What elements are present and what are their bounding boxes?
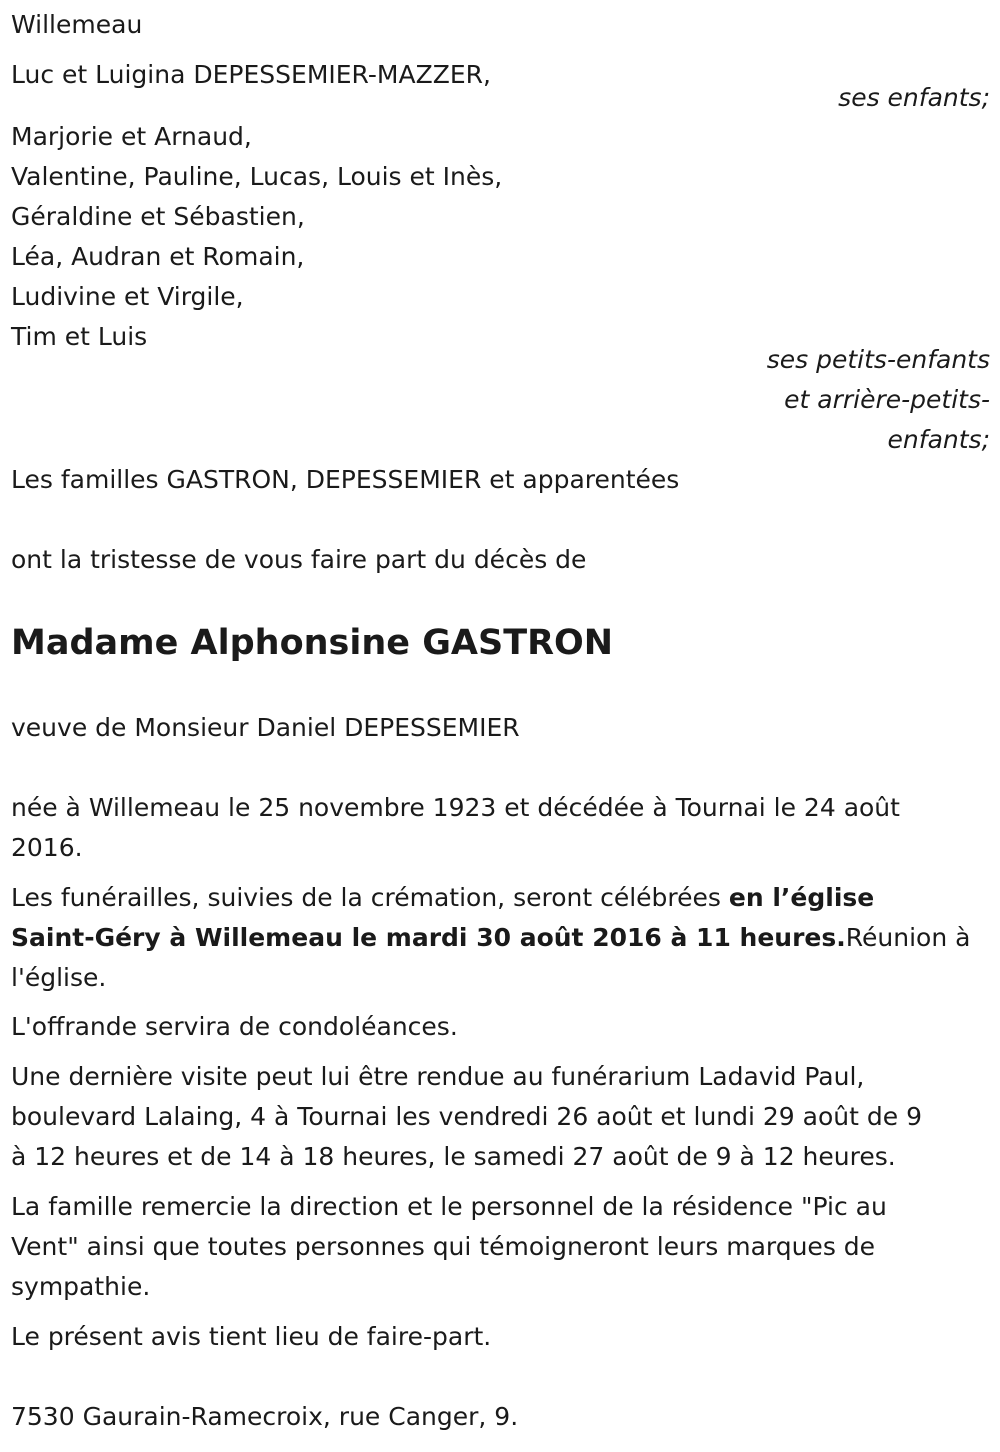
announcement-line: ont la tristesse de vous faire part du décès de xyxy=(11,545,587,574)
visit-line: boulevard Lalaing, 4 à Tournai les vendredi 26 août et lundi 29 août de 9 xyxy=(11,1102,922,1131)
grandchildren-line: Ludivine et Virgile, xyxy=(11,282,244,311)
visit-line: à 12 heures et de 14 à 18 heures, le samedi 27 août de 9 à 12 heures. xyxy=(11,1142,896,1171)
birth-death-line: 2016. xyxy=(11,833,83,862)
widow-of-line: veuve de Monsieur Daniel DEPESSEMIER xyxy=(11,713,520,742)
grandchildren-label: enfants; xyxy=(887,425,990,454)
grandchildren-label: ses petits-enfants xyxy=(766,345,990,374)
funeral-line: l'église. xyxy=(11,963,107,992)
thanks-line: sympathie. xyxy=(11,1272,151,1301)
offering-line: L'offrande servira de condoléances. xyxy=(11,1012,458,1041)
grandchildren-line: Tim et Luis xyxy=(11,322,148,351)
children-names: Luc et Luigina DEPESSEMIER-MAZZER, xyxy=(11,60,491,89)
notice-line: Le présent avis tient lieu de faire-part. xyxy=(11,1322,492,1351)
grandchildren-line: Géraldine et Sébastien, xyxy=(11,202,305,231)
grandchildren-line: Marjorie et Arnaud, xyxy=(11,122,252,151)
birth-death-line: née à Willemeau le 25 novembre 1923 et décédée à Tournai le 24 août xyxy=(11,793,900,822)
families-line: Les familles GASTRON, DEPESSEMIER et apparentées xyxy=(11,465,680,494)
funeral-text: Les funérailles, suivies de la crémation, seront célébrées xyxy=(11,883,729,912)
children-label: ses enfants; xyxy=(838,83,990,112)
thanks-line: Vent" ainsi que toutes personnes qui témoigneront leurs marques de xyxy=(11,1232,876,1261)
funeral-line xyxy=(11,921,970,955)
visit-line: Une dernière visite peut lui être rendue au funérarium Ladavid Paul, xyxy=(11,1062,865,1091)
address-line: 7530 Gaurain-Ramecroix, rue Canger, 9. xyxy=(11,1402,519,1431)
grandchildren-line: Valentine, Pauline, Lucas, Louis et Inès, xyxy=(11,162,503,191)
deceased-name: Madame Alphonsine GASTRON xyxy=(11,623,614,663)
grandchildren-line: Léa, Audran et Romain, xyxy=(11,242,305,271)
funeral-text: Réunion à xyxy=(845,923,971,952)
funeral-line xyxy=(11,881,874,915)
funeral-datetime: Saint-Géry à Willemeau le mardi 30 août 2016 à 11 heures. xyxy=(11,923,846,952)
funeral-location: en l’église xyxy=(728,883,875,912)
thanks-line: La famille remercie la direction et le personnel de la résidence "Pic au xyxy=(11,1192,887,1221)
place-header: Willemeau xyxy=(11,10,143,39)
grandchildren-label: et arrière-petits- xyxy=(784,385,990,414)
